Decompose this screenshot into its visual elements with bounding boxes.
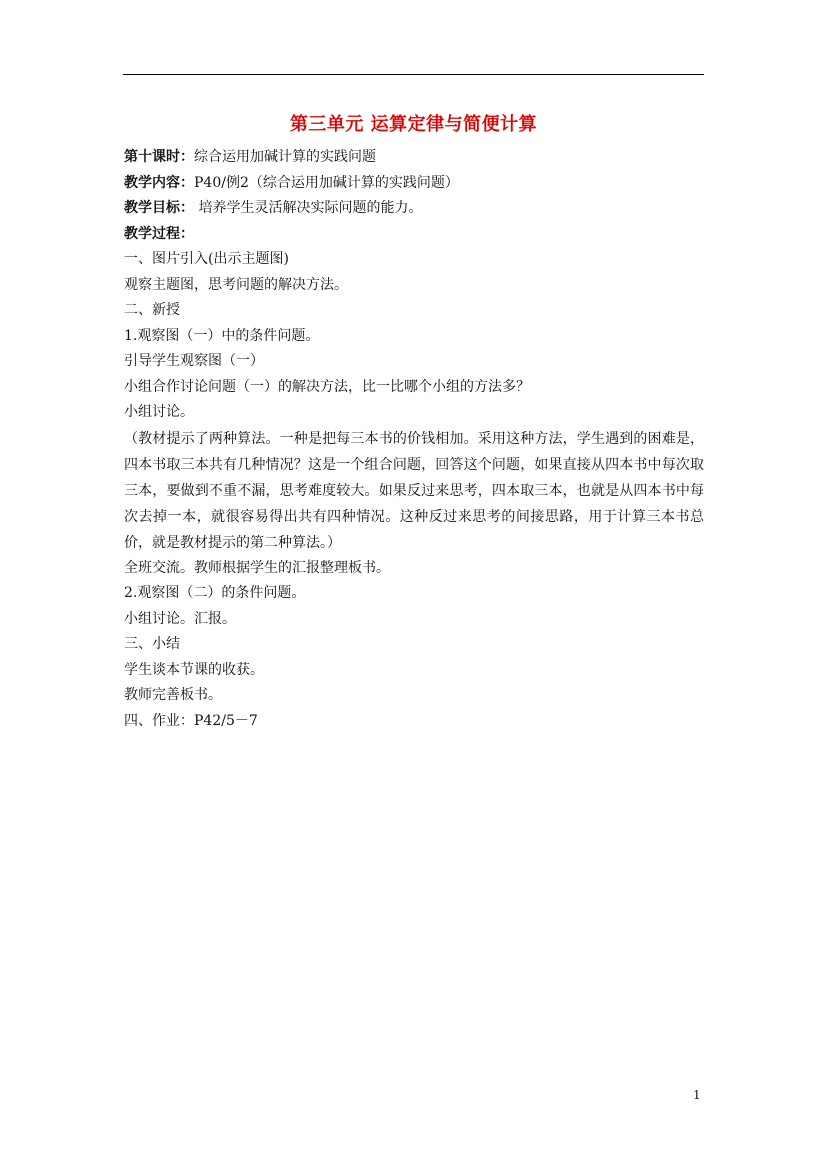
body-line: 小组讨论。 xyxy=(124,404,194,420)
meta-content-value: P40/例2（综合运用加碱计算的实践问题） xyxy=(194,174,459,191)
body-line: 2.观察图（二）的条件问题。 xyxy=(124,585,306,601)
page-number: 1 xyxy=(693,1088,701,1102)
body-line: 1.观察图（一）中的条件问题。 xyxy=(124,327,320,344)
meta-goal-value: 培养学生灵活解决实际问题的能力。 xyxy=(194,200,423,216)
header-rule xyxy=(123,74,704,75)
meta-lesson-label: 第十课时： xyxy=(124,149,194,165)
meta-lesson-value: 综合运用加碱计算的实践问题 xyxy=(194,149,376,165)
body-line: 小组讨论。汇报。 xyxy=(124,610,236,627)
body-line: 全班交流。教师根据学生的汇报整理板书。 xyxy=(124,559,390,576)
meta-lesson xyxy=(124,145,704,171)
meta-goal-label: 教学目标： xyxy=(124,200,194,216)
document-body xyxy=(124,145,704,734)
meta-process xyxy=(124,222,704,248)
body-line: 四、作业：P42/5－7 xyxy=(124,712,258,729)
body-line: 二、新授 xyxy=(124,302,180,318)
meta-goal xyxy=(124,196,704,222)
explanation-paragraph: （教材提示了两种算法。一种是把每三本书的价钱相加。采用这种方法，学生遇到的困难是，四本书取三本共有几种情况？这是一个组合问题，回答这个问题，如果直接从四本书中每次取三本，要做到不重不漏，思考难度较大。如果反过来思考，四本取三本，也就是从四本书中每次去掉一本，就很容易得出共有四种情况。这种反过来思考的间接思路，用于计算三本书总价，就是教材提示的第二种算法。） xyxy=(124,430,704,551)
body-line: 学生谈本节课的收获。 xyxy=(124,661,264,678)
body-line: 小组合作讨论问题（一）的解决方法，比一比哪个小组的方法多？ xyxy=(124,378,530,395)
body-line: 观察主题图，思考问题的解决方法。 xyxy=(124,276,348,293)
body-line: 一、图片引入(出示主题图) xyxy=(124,251,289,267)
meta-process-label: 教学过程： xyxy=(124,225,194,242)
document-title: 第三单元 运算定律与简便计算 xyxy=(289,114,538,135)
meta-content-label: 教学内容： xyxy=(124,174,194,191)
body-line: 教师完善板书。 xyxy=(124,687,222,703)
body-line: 三、小结 xyxy=(124,636,180,652)
meta-content xyxy=(124,171,704,197)
body-line: 引导学生观察图（一） xyxy=(124,353,264,369)
